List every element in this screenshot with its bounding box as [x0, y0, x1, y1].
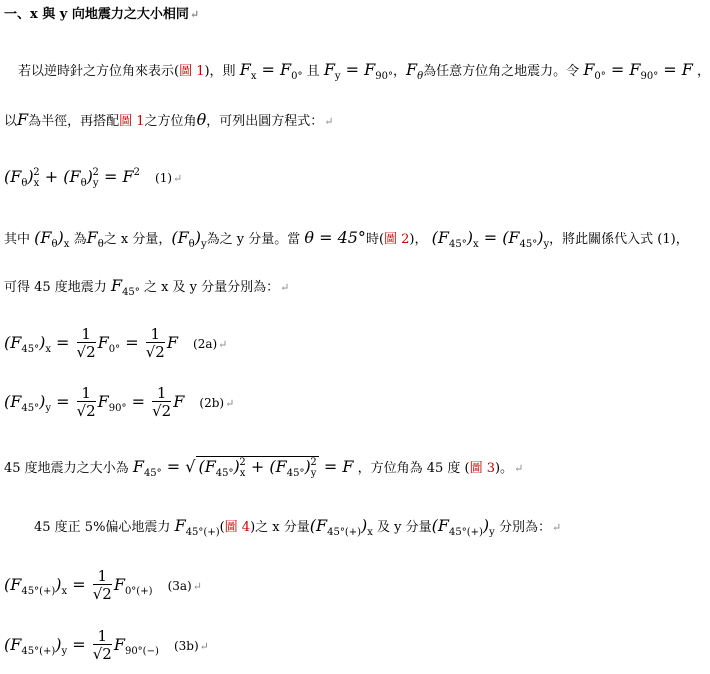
paragraph-mark: ↵ — [173, 172, 183, 185]
fraction: $\frac{1}{√2}$ — [145, 325, 165, 361]
paragraph-3 — [4, 228, 689, 250]
figure-ref-3[interactable]: 圖 3 — [469, 461, 495, 476]
formula-fx-eq-f0: $F_x = F_{0^\circ}$ — [239, 60, 303, 82]
equation-number: (3a) — [167, 579, 192, 593]
paragraph-mark: ↵ — [192, 580, 202, 593]
text: 其中 — [4, 232, 31, 247]
text: 且 — [306, 64, 320, 79]
text: ，方位角為 45 度 ( — [357, 461, 470, 476]
formula-f45x-eq-f45y: $(F_{45^\circ})_x = (F_{45^\circ})_y$ — [431, 228, 550, 250]
text: 之 x 及 y 分量分別為： — [143, 280, 280, 295]
paragraph-mark: ↵ — [218, 338, 228, 351]
equation-3b: $(F_{45^\circ(+)})_y$ = $\frac{1}{√2}$ $F_{90^\circ(-)}$ (3b)↵ — [4, 627, 209, 663]
paragraph-mark: ↵ — [189, 8, 200, 21]
formula-f0-eq-f90-eq-f: $F_{0^\circ} = F_{90^\circ} = F$ — [583, 60, 693, 82]
paragraph-2 — [4, 110, 333, 129]
equation-number: (3b) — [173, 639, 199, 653]
paragraph-mark: ↵ — [225, 397, 235, 410]
formula-f45-plus-x: $(F_{45^\circ(+)})_x$ — [309, 516, 373, 538]
paragraph-1 — [18, 60, 710, 82]
paragraph-mark: ↵ — [199, 640, 209, 653]
text: )。 — [494, 461, 514, 476]
text: 分別為： — [498, 520, 551, 535]
paragraph-mark: ↵ — [280, 281, 290, 294]
figure-ref-1b[interactable]: 圖 1 — [119, 114, 145, 129]
equation-2b: $(F_{45^\circ})_y$ = $\frac{1}{√2}$ $F_{90^\circ}$ = $\frac{1}{√2}$ F (2b)↵ — [4, 384, 235, 420]
paragraph-6: 45 度正 5%偏心地震力 $F_{45^\circ(+)}$(圖 4)之 x 分量$(F_{45^\circ(+)})_x$ 及 y 分量$(F_{45^\circ(+)})_y$ 分別為：↵ — [34, 516, 562, 538]
text: )，則 — [204, 64, 236, 79]
formula-ftheta: $F_\theta$ — [86, 228, 104, 250]
text: 以 — [4, 114, 18, 129]
text: )， — [409, 232, 428, 247]
figure-ref-4[interactable]: 圖 4 — [224, 520, 251, 535]
text: 之 x 分量， — [103, 232, 172, 247]
text: ， — [697, 64, 710, 79]
equation-1: $(F_\theta)_x^2 + (F_\theta)_y^2 = F^2$ (1)↵ — [4, 167, 183, 189]
formula-ftheta-x: $(F_\theta)_x$ — [34, 228, 70, 250]
formula-ftheta-y: $(F_\theta)_y$ — [171, 228, 207, 250]
paragraph-4 — [4, 276, 289, 298]
fraction: $\frac{1}{√2}$ — [92, 567, 112, 603]
text: 45 度正 5%偏心地震力 — [34, 520, 171, 535]
formula-f45: $F_{45^\circ}$ — [110, 276, 140, 298]
equation-number: (2b) — [199, 396, 225, 410]
figure-ref-1[interactable]: 圖 1 — [179, 64, 205, 79]
text: 為半徑，再搭配 — [28, 114, 120, 129]
text: ，可列出圓方程式： — [206, 114, 324, 129]
formula-fy-eq-f90: $F_y = F_{90^\circ}$ — [323, 60, 393, 82]
section-heading — [4, 3, 199, 22]
fraction: $\frac{1}{√2}$ — [76, 384, 96, 420]
text: 為之 y 分量。當 — [206, 232, 301, 247]
equation-number: (2a) — [193, 337, 218, 351]
formula-f: F — [17, 110, 29, 129]
text: 為 — [73, 232, 87, 247]
fraction: $\frac{1}{√2}$ — [76, 325, 96, 361]
text: 之方位角 — [144, 114, 197, 129]
text: ，將此關係代入式 (1)， — [549, 232, 689, 247]
paragraph-mark: ↵ — [514, 462, 524, 475]
figure-ref-2[interactable]: 圖 2 — [384, 232, 410, 247]
text: 之 x 分量 — [255, 520, 310, 535]
formula-ftheta: $F_\theta$ — [406, 60, 424, 82]
fraction: $\frac{1}{√2}$ — [92, 627, 112, 663]
paragraph-mark: ↵ — [551, 521, 562, 534]
text: 45 度地震力之大小為 — [4, 461, 129, 476]
text: 若以逆時針之方位角來表示( — [18, 64, 180, 79]
equation-2a: $(F_{45^\circ})_x$ = $\frac{1}{√2}$ $F_{0^\circ}$ = $\frac{1}{√2}$ F (2a)↵ — [4, 325, 228, 361]
equation-number: (1) — [155, 171, 173, 185]
text: 可得 45 度地震力 — [4, 280, 107, 295]
section-heading-text: 一、x 與 y 向地震力之大小相同 — [4, 7, 189, 22]
paragraph-5 — [4, 456, 523, 479]
formula-f45-plus: $F_{45^\circ(+)}$ — [174, 516, 220, 538]
formula-f45-magnitude: $F_{45^\circ}$ = √ $(F_{45^\circ})_x^2 + (F_{45^\circ})_y^2 = F$ — [132, 457, 354, 479]
text: ， — [393, 64, 407, 79]
text: 為任意方位角之地震力。令 — [423, 64, 580, 79]
paragraph-mark: ↵ — [324, 115, 334, 128]
formula-theta-45: θ = 45° — [304, 228, 366, 247]
equation-3a: $(F_{45^\circ(+)})_x$ = $\frac{1}{√2}$ $F_{0^\circ(+)}$ (3a)↵ — [4, 567, 202, 603]
formula-theta: θ — [196, 110, 207, 129]
text: 及 y 分量 — [377, 520, 432, 535]
text: 時( — [365, 232, 385, 247]
fraction: $\frac{1}{√2}$ — [152, 384, 172, 420]
formula-f45-plus-y: $(F_{45^\circ(+)})_y$ — [431, 516, 495, 538]
